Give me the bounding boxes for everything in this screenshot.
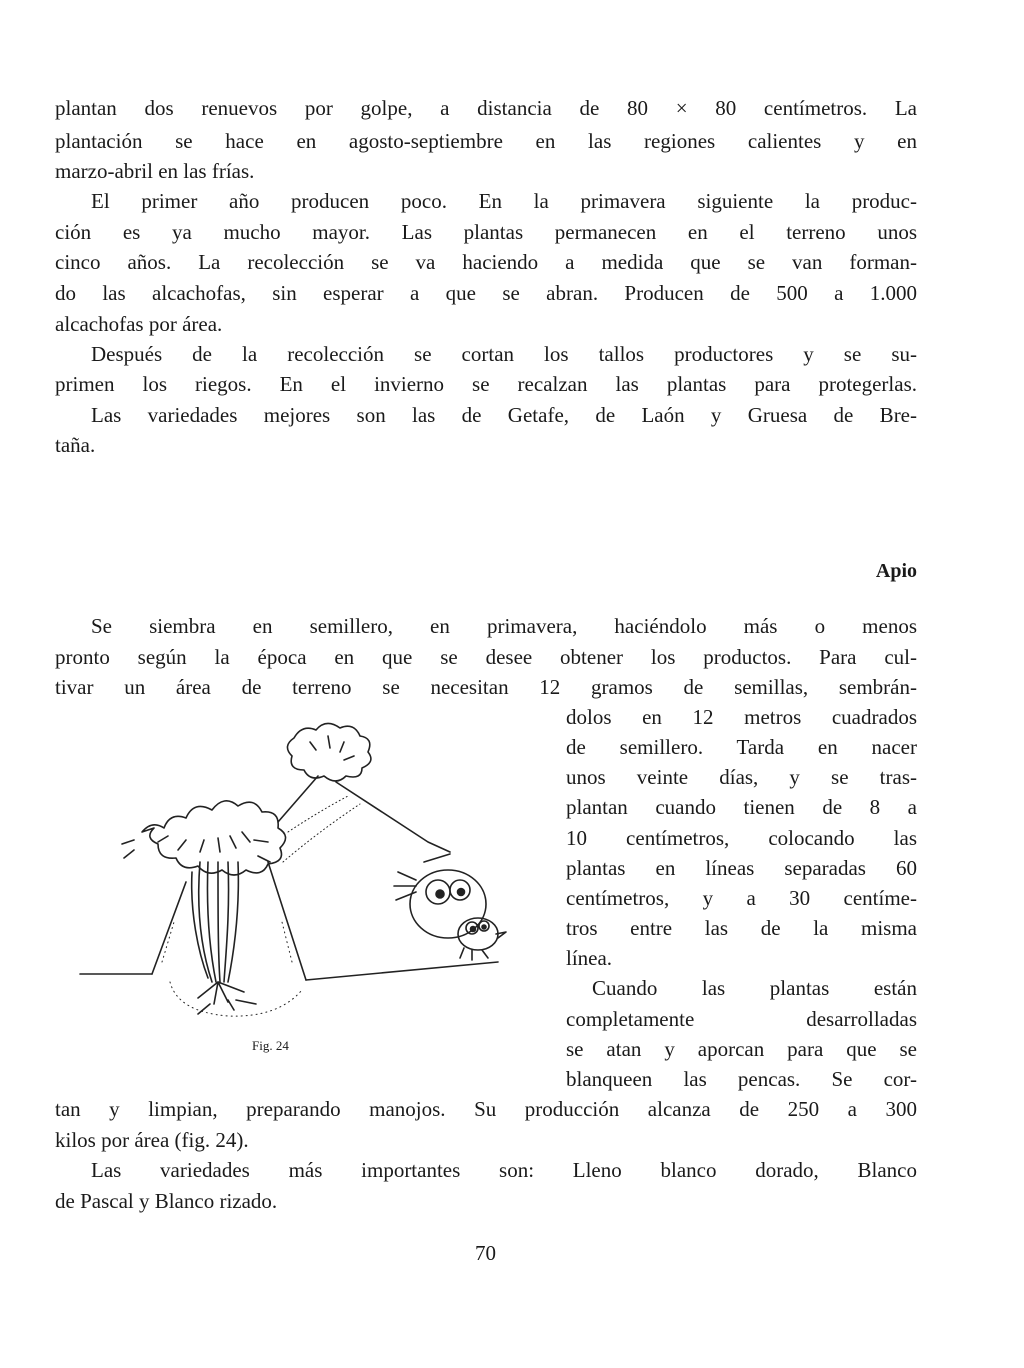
page-number: 70 [475, 1241, 496, 1265]
text-line: ción es ya mucho mayor. Las plantas permanecen en el terreno unos [55, 220, 917, 244]
cartoon-bird [394, 854, 486, 938]
pointer-line [278, 776, 318, 822]
text-line: plantan dos renuevos por golpe, a distancia de 80 × 80 centímetros. La [55, 96, 917, 120]
text-line: Cuando las plantas están [592, 976, 917, 1000]
celery-stalk [199, 862, 212, 982]
text-line: Se siembra en semillero, en primavera, haciéndolo más o menos [91, 614, 917, 638]
text-line: do las alcachofas, sin esperar a que se abran. Producen de 500 a 1.000 [55, 281, 917, 305]
cartoon-bird-small [458, 918, 506, 960]
text-line: Después de la recolección se cortan los tallos productores y se su- [91, 342, 917, 366]
figure-caption: Fig. 24 [252, 1038, 289, 1053]
text-line: línea. [566, 946, 613, 970]
text-line: pronto según la época en que se desee obtener los productos. Para cul- [55, 645, 917, 669]
text-line: kilos por área (fig. 24). [55, 1128, 249, 1152]
text-line: 10 centímetros, colocando las [566, 826, 917, 850]
text-line: de semillero. Tarda en nacer [566, 735, 917, 759]
text-line: tan y limpian, preparando manojos. Su producción alcanza de 250 a 300 [55, 1097, 917, 1121]
text-line: primen los riegos. En el invierno se recalzan las plantas para protegerlas. [55, 372, 917, 396]
text-line: se atan y aporcan para que se [566, 1037, 917, 1061]
celery-leaves [122, 801, 286, 875]
text-line: tivar un área de terreno se necesitan 12 gramos de semillas, sembrán- [55, 675, 917, 699]
pointer-line [336, 782, 450, 852]
text-line: unos veinte días, y se tras- [566, 765, 917, 789]
text-line: marzo-abril en las frías. [55, 159, 255, 183]
text-line: de Pascal y Blanco rizado. [55, 1189, 278, 1213]
text-line: centímetros, y a 30 centíme- [566, 886, 917, 910]
celery-illustration [78, 712, 518, 1034]
ground-line [306, 962, 498, 980]
text-line: plantación se hace en agosto-septiembre en las regiones calientes y en [55, 129, 917, 153]
text-line: cinco años. La recolección se va haciendo a medida que se van forman- [55, 250, 917, 274]
text-line: tros entre las de la misma [566, 916, 917, 940]
celery-roots [198, 982, 256, 1014]
text-line: taña. [55, 433, 96, 457]
section-heading: Apio [875, 560, 917, 582]
celery-sprig [287, 723, 370, 781]
text-line: Las variedades más importantes son: Lleno blanco dorado, Blanco [91, 1158, 917, 1182]
text-line: alcachofas por área. [55, 312, 223, 336]
text-line: plantan cuando tienen de 8 a [566, 795, 917, 819]
text-line: Las variedades mejores son las de Getafe, de Laón y Gruesa de Bre- [91, 403, 917, 427]
text-line: dolos en 12 metros cuadrados [566, 705, 917, 729]
text-line: completamente desarrolladas [566, 1007, 917, 1031]
text-line: blanqueen las pencas. Se cor- [566, 1067, 917, 1091]
text-line: plantas en líneas separadas 60 [566, 856, 917, 880]
text-line: El primer año producen poco. En la primavera siguiente la produc- [91, 189, 917, 213]
